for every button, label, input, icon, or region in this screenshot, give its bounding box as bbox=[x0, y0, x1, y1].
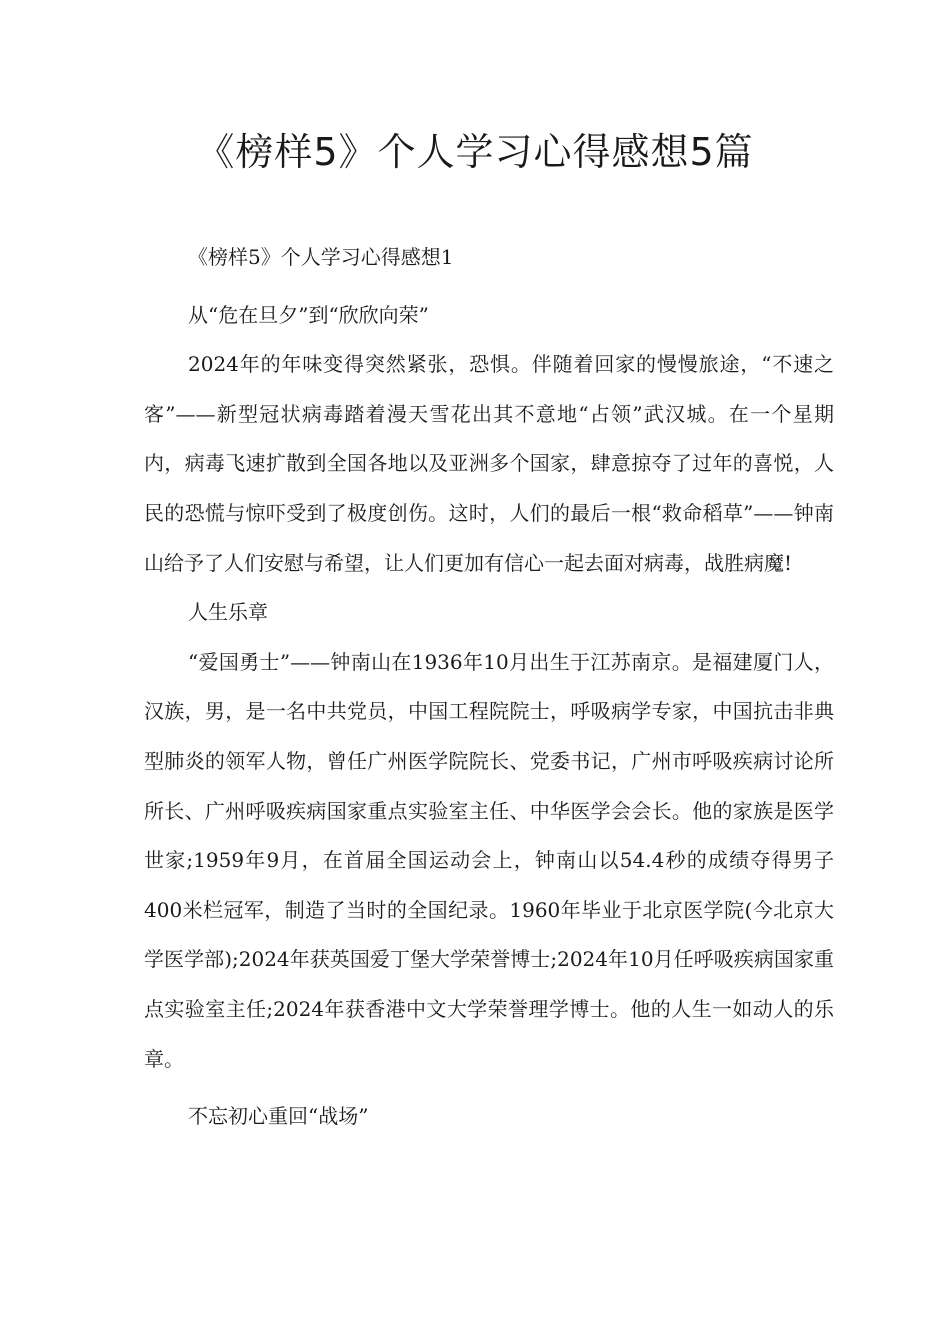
subtitle-danger-to-prosperity: 从“危在旦夕”到“欣欣向荣” bbox=[188, 302, 429, 327]
section-title: 《榜样5》个人学习心得感想1 bbox=[188, 245, 454, 269]
document-title: 《榜样5》个人学习心得感想5篇 bbox=[196, 130, 754, 174]
subtitle-return-to-battlefield: 不忘初心重回“战场” bbox=[188, 1104, 369, 1129]
paragraph-outbreak: 2024年的年味变得突然紧张，恐惧。伴随着回家的慢慢旅途，“不速之客”——新型冠状病毒踏着漫天雪花出其不意地“占领”武汉城。在一个星期内，病毒飞速扩散到全国各地以及亚洲多个国家，肆意掠夺了过年的喜悦，人民的恐慌与惊吓受到了极度创伤。这时，人们的最后一根“救命稻草”——钟南山给予了人们安慰与希望，让人们更加有信心一起去面对病毒，战胜病魔! bbox=[144, 352, 834, 575]
spacer bbox=[144, 283, 834, 291]
document-body bbox=[144, 233, 834, 1142]
paragraph-biography: “爱国勇士”——钟南山在1936年10月出生于江苏南京。是福建厦门人，汉族，男，是一名中共党员，中国工程院院士，呼吸病学专家，中国抗击非典型肺炎的领军人物，曾任广州医学院院长、党委书记，广州市呼吸疾病讨论所所长、广州呼吸疾病国家重点实验室主任、中华医学会会长。他的家族是医学世家;1959年9月，在首届全国运动会上，钟南山以54.4秒的成绩夺得男子400米栏冠军，制造了当时的全国纪录。1960年毕业于北京医学院(今北京大学医学部);2024年获英国爱丁堡大学荣誉博士;2024年10月任呼吸疾病国家重点实验室主任;2024年获香港中文大学荣誉理学博士。他的人生一如动人的乐章。 bbox=[144, 649, 834, 1071]
subtitle-life-movement: 人生乐章 bbox=[188, 600, 268, 625]
spacer bbox=[144, 1084, 834, 1092]
